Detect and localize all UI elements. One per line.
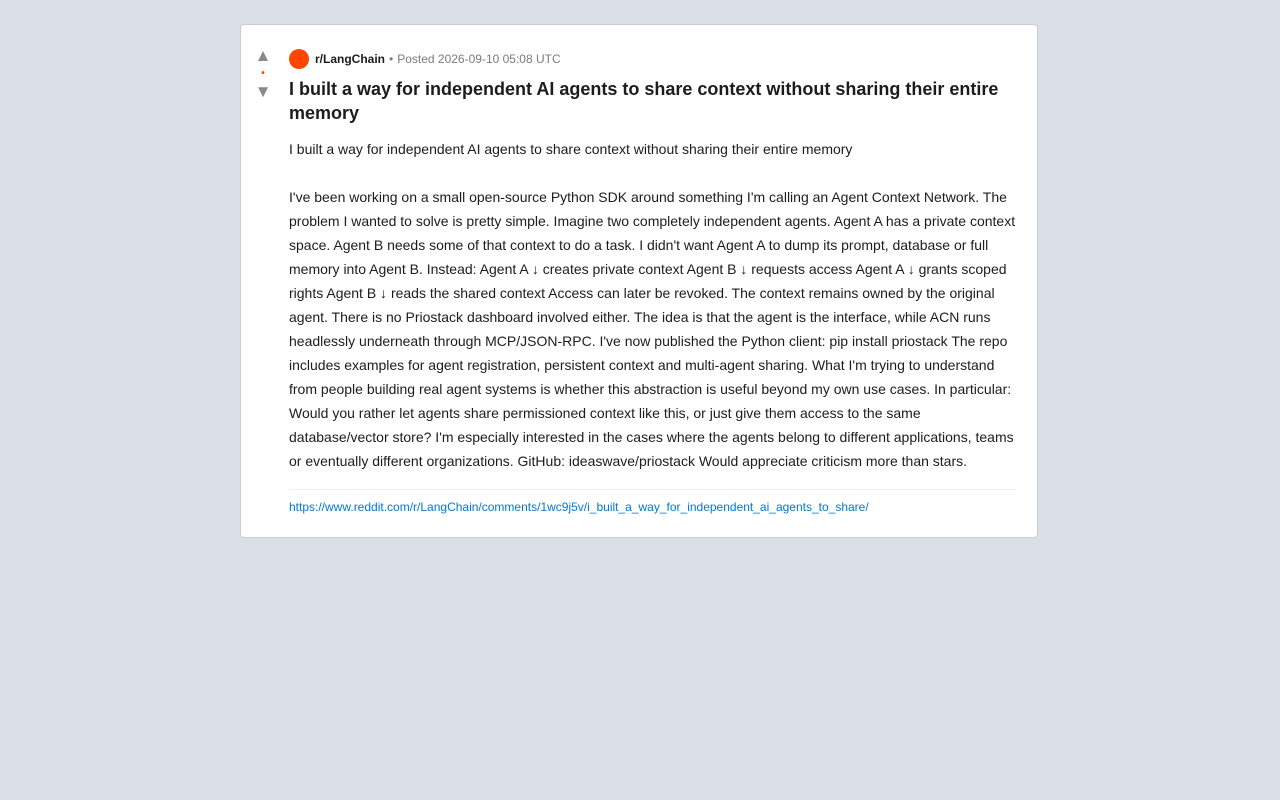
post-content: [289, 49, 1016, 516]
subreddit-name[interactable]: r/LangChain: [315, 52, 386, 66]
post-card: [240, 24, 1038, 538]
post-body-lead: I built a way for independent AI agents to share context without sharing their entire memory: [289, 141, 853, 157]
post-permalink[interactable]: https://www.reddit.com/r/LangChain/comments/1wc9j5v/i_built_a_way_for_independent_ai_agents_to_share/: [289, 500, 869, 514]
post-body: [289, 137, 1016, 473]
upvote-arrow-icon[interactable]: ▲: [254, 46, 272, 65]
post-title[interactable]: I built a way for independent AI agents to share context without sharing their entire memory: [289, 79, 999, 123]
post-body-text: I've been working on a small open-source Python SDK around something I'm calling an Agent Context Network. The problem I wanted to solve is pretty simple. Imagine two completely independent agents. Agent A has a private context space. Agent B needs some of that context to do a task. I didn't want Agent A to dump its prompt, database or full memory into Agent B. Instead: Agent A ↓ creates private context Agent B ↓ requests access Agent A ↓ grants scoped rights Agent B ↓ reads the shared context Access can later be revoked. The context remains owned by the original agent. There is no Priostack dashboard involved either. The idea is that the agent is the interface, while ACN runs headlessly underneath through MCP/JSON-RPC. I've now published the Python client: pip install priostack The repo includes examples for agent registration, persistent context and multi-agent sharing. What I'm trying to understand from people building real agent systems is whether this abstraction is useful beyond my own use cases. In particular: Would you rather let agents share permissioned context like this, or just give them access to the same database/vector store? I'm especially interested in the cases where the agents belong to different applications, teams or eventually different organizations. GitHub: ideaswave/priostack Would appreciate criticism more than stars.: [289, 189, 1016, 469]
subreddit-avatar-icon[interactable]: [289, 49, 309, 69]
vote-column: [241, 47, 285, 101]
vote-score: •: [261, 68, 265, 79]
post-meta: [289, 49, 1016, 69]
downvote-arrow-icon[interactable]: ▼: [254, 82, 272, 101]
post-timestamp: Posted 2026-09-10 05:08 UTC: [397, 52, 561, 66]
meta-separator: •: [389, 52, 394, 66]
divider: [289, 489, 1016, 490]
